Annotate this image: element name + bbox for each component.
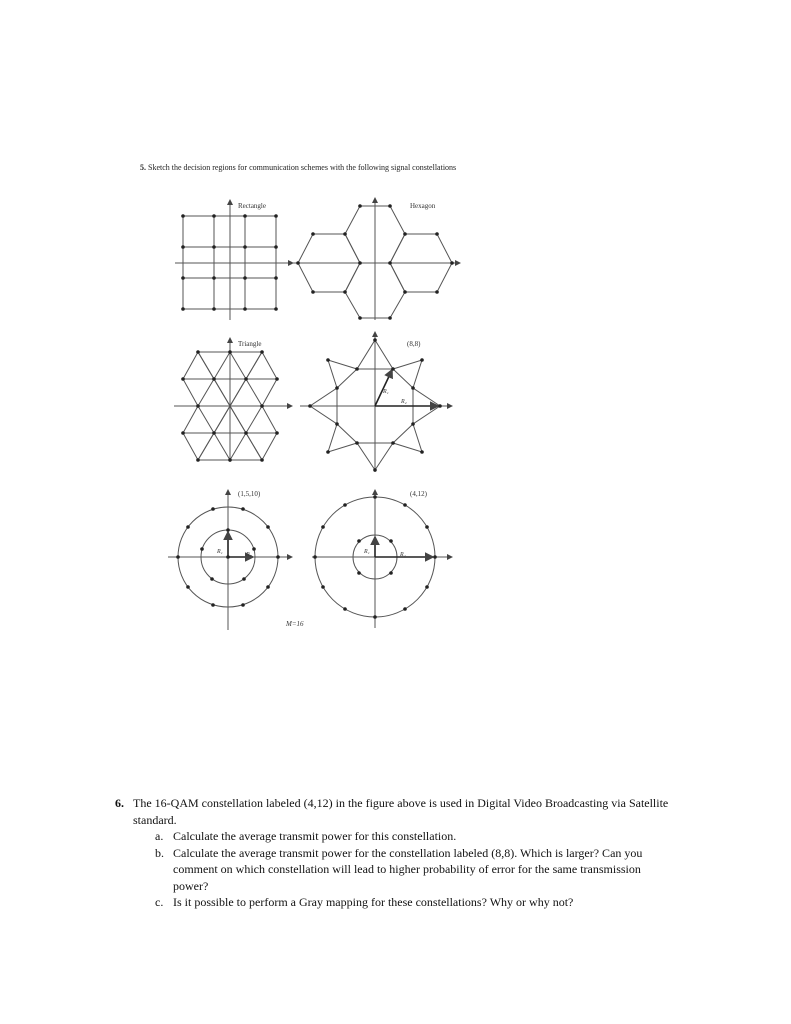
constellation-1-5-10 <box>168 490 292 630</box>
item-c-text: Is it possible to perform a Gray mapping for these constellations? Why or why not? <box>173 895 574 909</box>
question-6-item-c <box>155 894 675 911</box>
label-8-8-r2: R₂ <box>401 399 407 405</box>
label-triangle: Triangle <box>238 340 262 348</box>
label-4-12: (4,12) <box>410 490 427 498</box>
label-1-5-10-r1: R₁ <box>217 549 223 555</box>
constellation-8-8 <box>300 332 452 472</box>
question-6-stem: The 16-QAM constellation labeled (4,12) in the figure above is used in Digital Video Broadcasting via Satellite standard. <box>133 796 669 827</box>
label-4-12-r1: R₁ <box>364 549 370 555</box>
label-1-5-10: (1,5,10) <box>238 490 261 498</box>
question-6 <box>115 795 675 911</box>
hexagon-constellation <box>292 198 460 320</box>
question-5-text: Sketch the decision regions for communication schemes with the following signal constellations <box>148 163 457 172</box>
rectangle-constellation <box>175 200 293 320</box>
question-6-number: 6. <box>115 796 124 810</box>
label-rectangle: Rectangle <box>238 202 266 210</box>
question-6-item-a <box>155 828 675 845</box>
r1-vector-8-8 <box>375 370 392 406</box>
label-4-12-r2: R₂ <box>400 552 406 558</box>
label-m16: M=16 <box>286 620 304 628</box>
item-b-label: b. <box>155 845 164 860</box>
label-8-8: (8,8) <box>407 340 421 348</box>
item-a-text: Calculate the average transmit power for this constellation. <box>173 829 457 843</box>
item-a-label: a. <box>155 829 164 843</box>
question-6-item-b <box>155 845 675 895</box>
label-hexagon: Hexagon <box>410 202 436 210</box>
constellation-4-12 <box>312 490 452 628</box>
triangle-constellation <box>174 338 292 462</box>
label-1-5-10-r2: R₂ <box>246 552 252 558</box>
question-5-number: 5. <box>140 163 146 172</box>
item-b-text: Calculate the average transmit power for the constellation labeled (8,8). Which is larger? Can you comment on which constellation will lead to higher probability of error for the same transmission power? <box>173 845 643 893</box>
item-c-label: c. <box>155 895 164 909</box>
label-8-8-r1: R₁ <box>383 389 389 395</box>
